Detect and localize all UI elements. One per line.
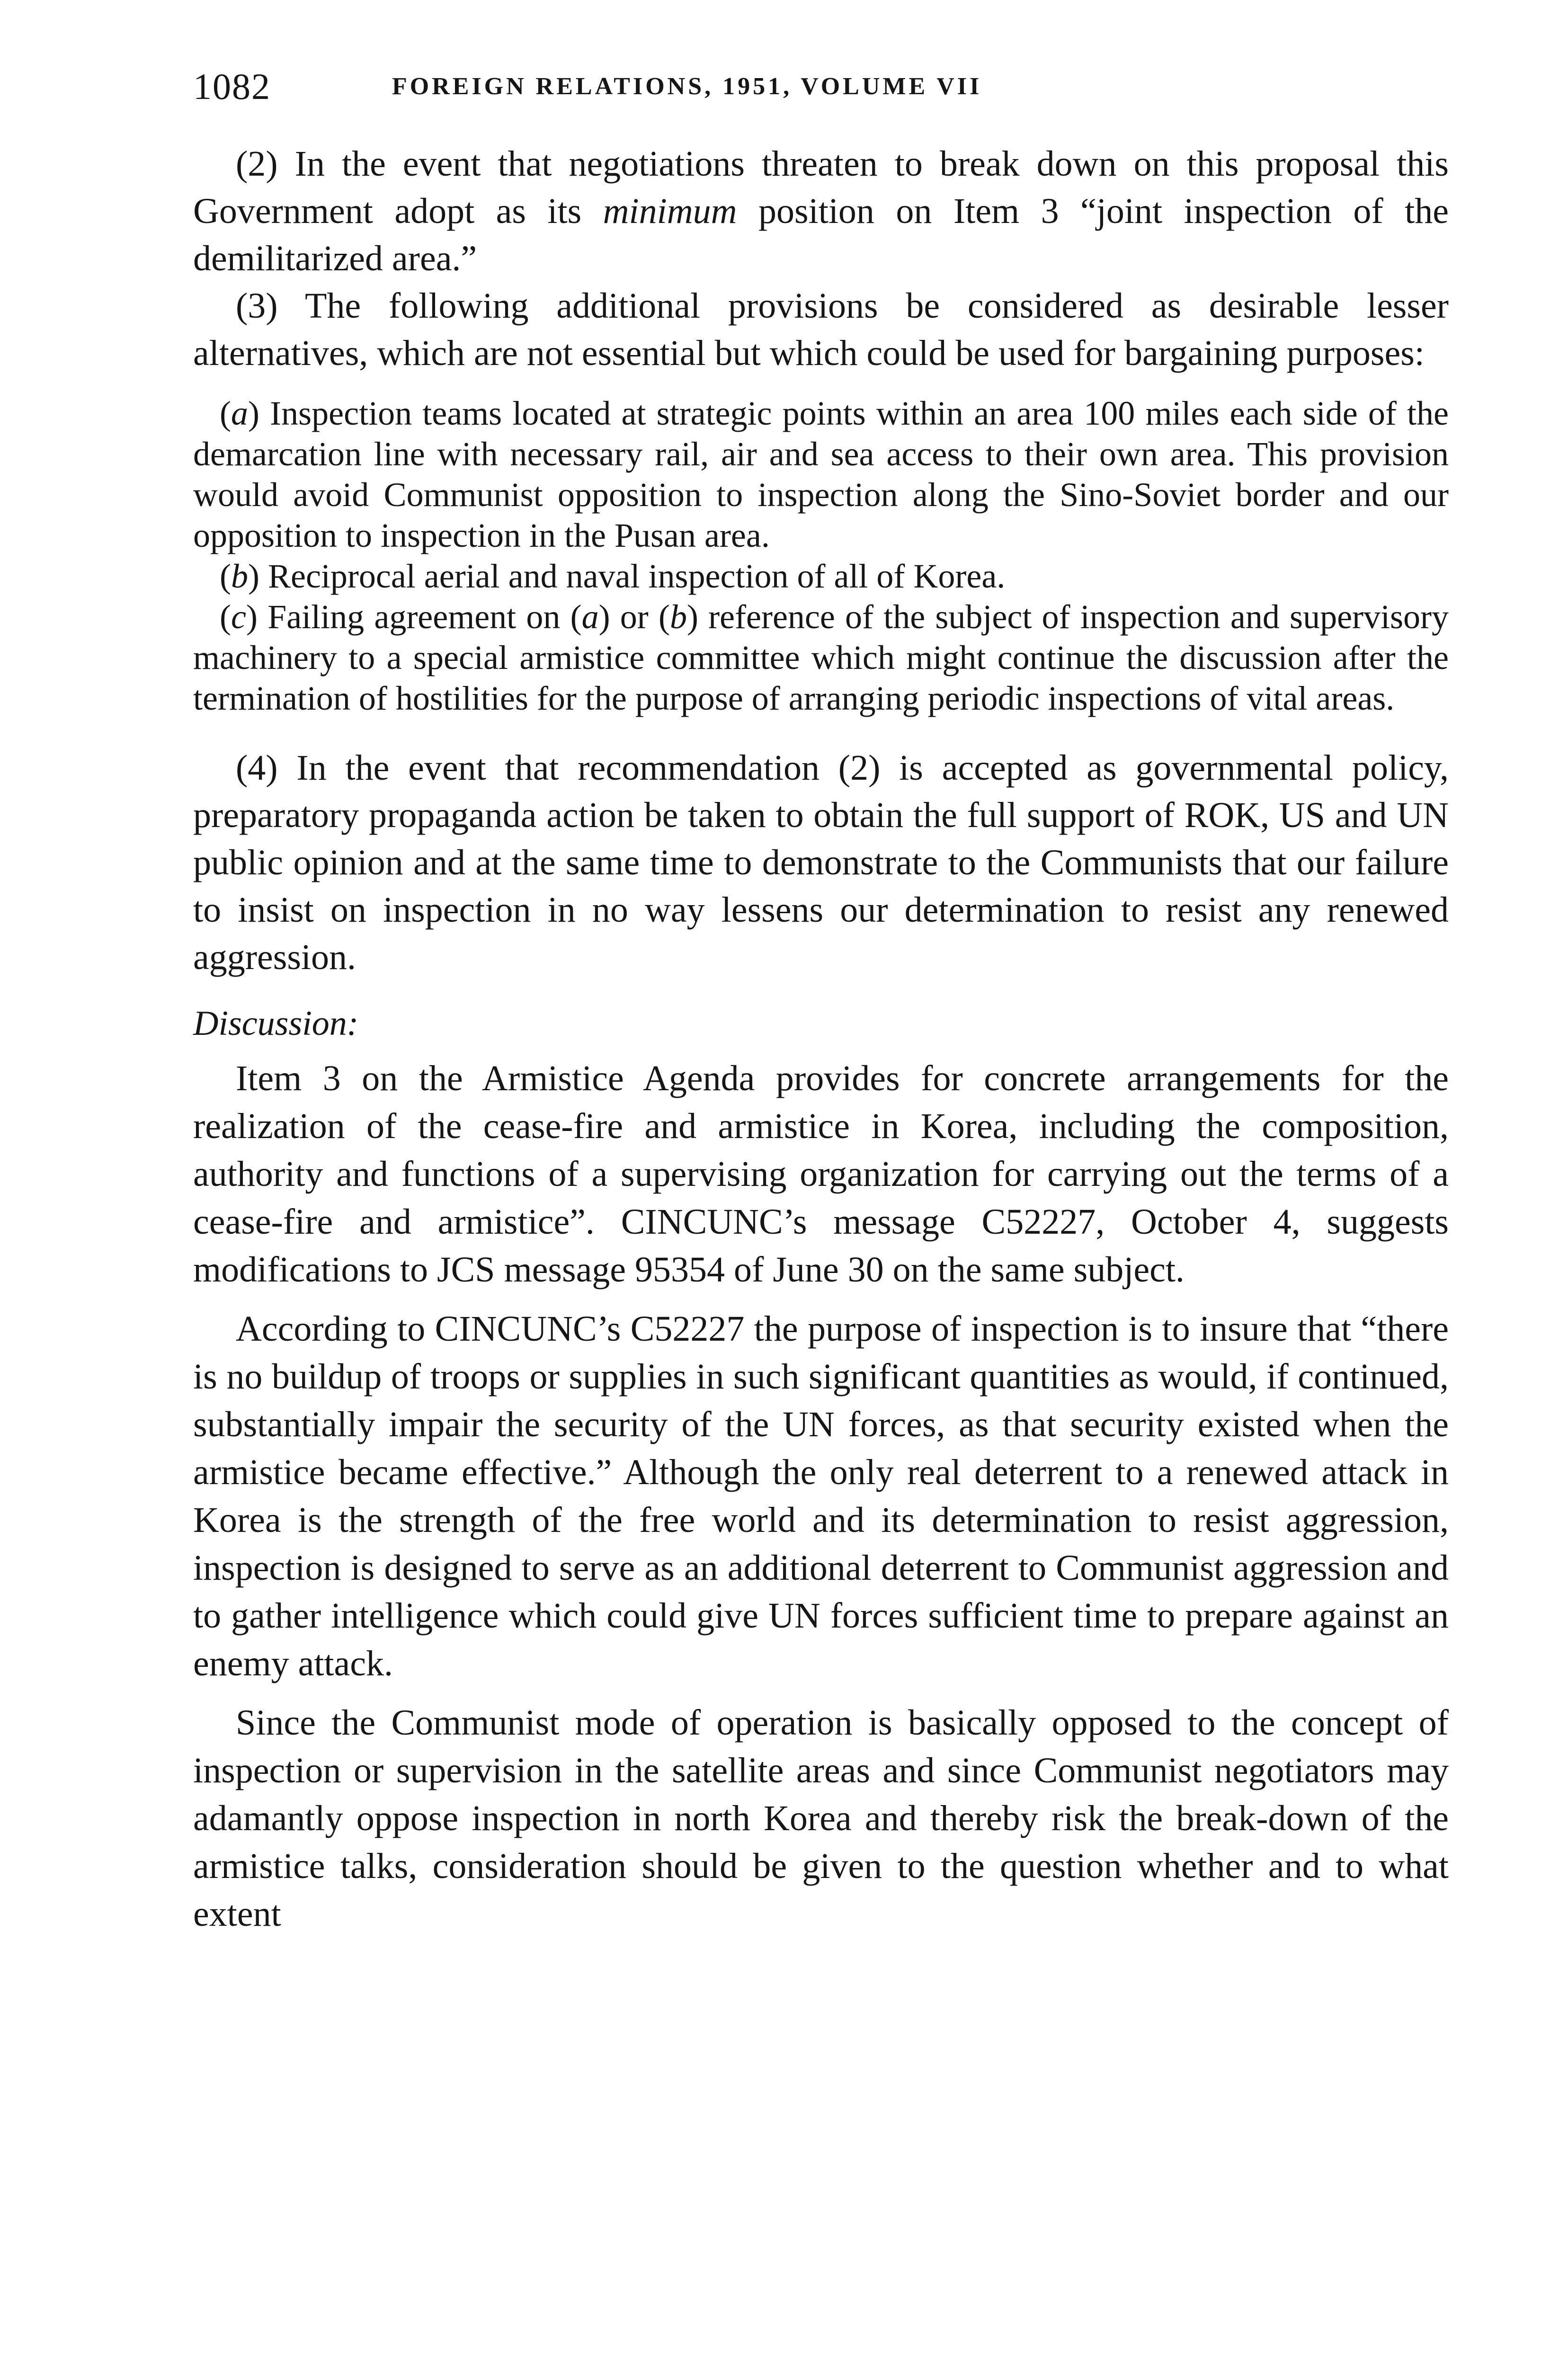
subitem-c-ref-a: a — [581, 598, 599, 636]
discussion-body — [193, 1055, 1449, 1938]
subitem-a-text: Inspection teams located at strategic points within an area 100 miles each side of the demarcation line with necessary rail, air and sea access to their own area. This provision would avoid Communist opposition to inspection along the Sino-Soviet border and our opposition to inspection in the Pusan area. — [193, 394, 1449, 554]
subitem-a: (a) Inspection teams located at strategic points within an area 100 miles each side of the demarcation line with necessary rail, air and sea access to their own area. This provision would avoid Communist opposition to inspection along the Sino-Soviet border and our opposition to inspection in the Pusan area. — [193, 394, 1449, 554]
discussion-paragraph-1: Item 3 on the Armistice Agenda provides for concrete arrangements for the realization of the cease-fire and armistice in Korea, including the composition, authority and functions of a supervising organization for carrying out the terms of a cease-fire and armistice”. CINCUNC’s message C52227, October 4, suggests modifications to JCS message 95354 of June 30 on the same subject. — [193, 1059, 1449, 1290]
running-title: FOREIGN RELATIONS, 1951, VOLUME VII — [392, 73, 982, 100]
discussion-heading: Discussion: — [193, 1004, 359, 1043]
recommendation-3: (3) The following additional provisions be considered as desirable lesser alternatives, which are not essential but which could be used for bargaining purposes: — [193, 286, 1449, 373]
subitem-b: (b) Reciprocal aerial and naval inspection of all of Korea. — [220, 557, 1006, 595]
recommendation-2-emphasis: minimum — [603, 191, 737, 231]
recommendation-2 — [193, 140, 1449, 282]
subitem-b-label: b — [231, 557, 248, 595]
page-header — [193, 56, 1449, 117]
recommendation-2-text: (2) In the event that negotiations threaten to break down on this proposal this Government adopt as its — [193, 144, 1449, 231]
subitem-c-label: c — [231, 598, 246, 636]
recommendation-4: (4) In the event that recommendation (2) is accepted as governmental policy, preparatory propaganda action be taken to obtain the full support of ROK, US and UN public opinion and at the same time to demonstrate to the Communists that our failure to insist on inspection in no way lessens our determination to resist any renewed aggression. — [193, 748, 1449, 977]
subitem-c-text-3: ) reference of the subject of inspection and supervisory machinery to a special armistice committee which might continue the discussion after the termination of hostilities for the purpose of arranging periodic inspections of vital areas. — [193, 598, 1449, 717]
subitem-c: (c) Failing agreement on (a) or (b) reference of the subject of inspection and supervisory machinery to a special armistice committee which might continue the discussion after the termination of hostilities for the purpose of arranging periodic inspections of vital areas. — [193, 598, 1449, 717]
document-page — [193, 56, 1449, 1938]
recommendation-2-rest: position on Item 3 “joint inspection of the demilitarized area.” — [193, 191, 1449, 278]
subitem-c-text-1: Failing agreement on ( — [257, 598, 582, 636]
discussion-paragraph-2: According to CINCUNC’s C52227 the purpose of inspection is to insure that “there is no buildup of troops or supplies in such significant quantities as would, if continued, substantially impair the security of the UN forces, as that security existed when the armistice became effective.” Although the only real deterrent to a renewed attack in Korea is the strength of the free world and its determination to resist aggression, inspection is designed to serve as an additional deterrent to Communist aggression and to gather intelligence which could give UN forces sufficient time to prepare against an enemy attack. — [193, 1309, 1449, 1683]
subitem-c-ref-b: b — [669, 598, 687, 636]
page-number: 1082 — [193, 66, 271, 107]
subitem-b-text: Reciprocal aerial and naval inspection of all of Korea. — [259, 557, 1006, 595]
discussion-paragraph-3: Since the Communist mode of operation is basically opposed to the concept of inspection or supervision in the satellite areas and since Communist negotiators may adamantly oppose inspection in north Korea and thereby risk the break-down of the armistice talks, consideration should be given to the question whether and to what extent — [193, 1703, 1449, 1934]
subitem-c-text-2: ) or ( — [598, 598, 670, 636]
subitem-a-label: a — [231, 394, 248, 432]
